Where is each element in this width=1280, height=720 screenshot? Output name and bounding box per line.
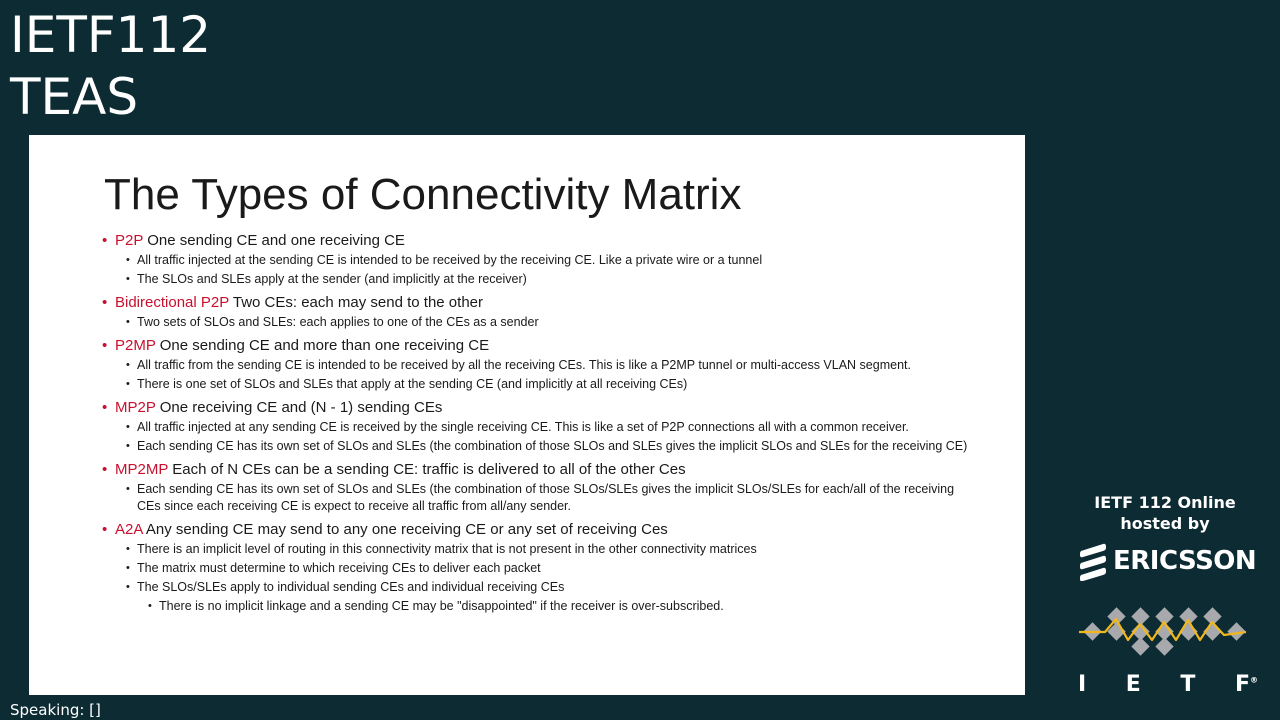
session-title-line-2: TEAS	[10, 68, 139, 126]
ericsson-mark-icon	[1077, 541, 1109, 581]
session-title	[10, 4, 211, 128]
sub-bullet: • Two sets of SLOs and SLEs: each applies to one of the CEs as a sender	[101, 314, 981, 331]
term-a2a: A2A	[115, 521, 143, 538]
sub-bullet: • The matrix must determine to which receiving CEs to deliver each packet	[101, 560, 981, 577]
shared-slide	[29, 135, 1025, 695]
speaking-indicator: Speaking: []	[10, 701, 101, 719]
ietf-wordmark	[1078, 672, 1258, 697]
sub-bullet: • Each sending CE has its own set of SLOs and SLEs (the combination of those SLOs/SLEs gives the implicit SLOs/SLEs for each/all of the receiving CEs since each receiving CE is expect to receive all traffic from all/any sender.	[101, 481, 981, 515]
term-p2p: P2P	[115, 232, 144, 249]
ietf-letter: E	[1125, 672, 1141, 697]
sub-sub-bullet: • There is no implicit linkage and a sending CE may be "disappointed" if the receiver is over-subscribed.	[101, 598, 981, 615]
slide-body	[101, 231, 981, 615]
sub-bullet: • Each sending CE has its own set of SLOs and SLEs (the combination of those SLOs and SLEs gives the implicit SLOs and SLEs for the receiving CE)	[101, 438, 981, 455]
bullet-text: One sending CE and one receiving CE	[143, 232, 405, 249]
term-p2mp: P2MP	[115, 337, 156, 354]
sub-bullet: • The SLOs/SLEs apply to individual sending CEs and individual receiving CEs	[101, 579, 981, 596]
ietf-letter: F®	[1234, 672, 1258, 697]
sub-bullet: • The SLOs and SLEs apply at the sender (and implicitly at the receiver)	[101, 271, 981, 288]
bullet-text: One sending CE and more than one receiving CE	[155, 337, 490, 354]
term-mp2p: MP2P	[115, 399, 156, 416]
session-title-line-1: IETF112	[10, 6, 212, 64]
ericsson-logo	[1077, 540, 1257, 582]
registered-mark: ®	[1250, 675, 1258, 685]
sponsor-text	[1065, 492, 1265, 534]
sub-bullet: • All traffic injected at any sending CE is received by the single receiving CE. This is like a set of P2P connections all with a common receiver.	[101, 419, 981, 436]
bullet-bidirectional-p2p	[101, 293, 981, 312]
bullet-p2p	[101, 231, 981, 250]
bullet-text: Any sending CE may send to any one receiving CE or any set of receiving Ces	[142, 521, 668, 538]
term-mp2mp: MP2MP	[115, 461, 169, 478]
bullet-mp2p	[101, 398, 981, 417]
bullet-text: Two CEs: each may send to the other	[228, 294, 483, 311]
bullet-text: Each of N CEs can be a sending CE: traffic is delivered to all of the other Ces	[168, 461, 686, 478]
slide-title: The Types of Connectivity Matrix	[104, 170, 742, 219]
bullet-mp2mp	[101, 460, 981, 479]
sponsor-line-1: IETF 112 Online	[1094, 493, 1236, 512]
bullet-a2a	[101, 520, 981, 539]
sub-bullet: • There is an implicit level of routing in this connectivity matrix that is not present in the other connectivity matrices	[101, 541, 981, 558]
sub-bullet: • All traffic from the sending CE is intended to be received by all the receiving CEs. This is like a P2MP tunnel or multi-access VLAN segment.	[101, 357, 981, 374]
bullet-text: One receiving CE and (N - 1) sending CEs	[155, 399, 443, 416]
ietf-logo-icon	[1075, 605, 1250, 660]
sub-bullet: • All traffic injected at the sending CE is intended to be received by the receiving CE. Like a private wire or a tunnel	[101, 252, 981, 269]
sub-bullet: • There is one set of SLOs and SLEs that apply at the sending CE (and implicitly at all receiving CEs)	[101, 376, 981, 393]
sponsor-line-2: hosted by	[1120, 514, 1210, 533]
ietf-letter: I	[1078, 672, 1087, 697]
bullet-p2mp	[101, 336, 981, 355]
term-bidirectional-p2p: Bidirectional P2P	[115, 294, 229, 311]
ericsson-wordmark: ERICSSON	[1113, 546, 1257, 576]
ietf-letter: T	[1180, 672, 1196, 697]
